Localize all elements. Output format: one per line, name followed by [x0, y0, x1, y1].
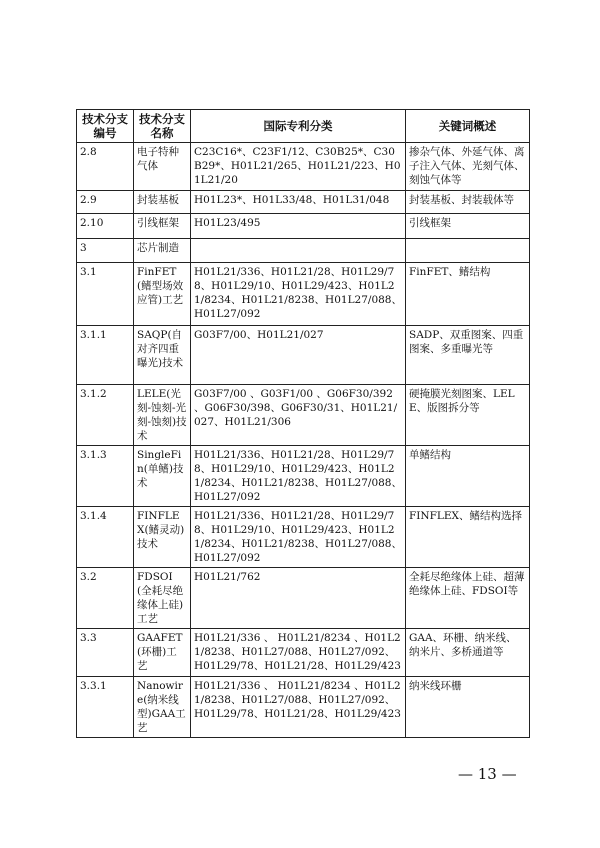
cell-branch-name: FINFLEX(鳍灵动)技术 [134, 507, 191, 568]
table-row [77, 568, 530, 629]
cell-branch-name: Nanowire(纳米线型)GAA工艺 [134, 677, 191, 738]
cell-keywords: SADP、双重图案、四重图案、多重曝光等 [406, 326, 530, 385]
cell-ipc: C23C16*、C23F1/12、C30B25*、C30B29*、H01L21/265、H01L21/223、H01L21/20 [191, 143, 406, 191]
cell-branch-id: 3.1.1 [77, 326, 134, 385]
cell-branch-name: FinFET(鳍型场效应管)工艺 [134, 263, 191, 326]
cell-branch-name: LELE(光刻-蚀刻-光刻-蚀刻)技术 [134, 385, 191, 446]
cell-branch-id: 3.1 [77, 263, 134, 326]
table-row [77, 214, 530, 239]
table-header-row [77, 110, 530, 143]
cell-keywords: GAA、环栅、纳米线、纳米片、多桥通道等 [406, 629, 530, 677]
cell-ipc: H01L21/336 、 H01L21/8234 、H01L21/8238、H01L27/088、H01L27/092、H01L29/78、H01L21/28、H01L29/423 [191, 629, 406, 677]
cell-keywords: 单鳍结构 [406, 446, 530, 507]
cell-keywords: 掺杂气体、外延气体、离子注入气体、光刻气体、刻蚀气体等 [406, 143, 530, 191]
table-row [77, 239, 530, 263]
cell-branch-name: 电子特种气体 [134, 143, 191, 191]
table-row [77, 446, 530, 507]
cell-branch-id: 2.8 [77, 143, 134, 191]
patent-classification-table [76, 109, 530, 738]
cell-branch-name: 芯片制造 [134, 239, 191, 263]
cell-keywords: FINFLEX、鳍结构选择 [406, 507, 530, 568]
cell-branch-name: SAQP(自对齐四重曝光)技术 [134, 326, 191, 385]
cell-ipc: H01L21/336、H01L21/28、H01L29/78、H01L29/10、H01L29/423、H01L21/8234、H01L21/8238、H01L27/088、H01L27/092 [191, 507, 406, 568]
cell-branch-id: 3.1.3 [77, 446, 134, 507]
cell-branch-name: GAAFET(环栅)工艺 [134, 629, 191, 677]
cell-keywords: 引线框架 [406, 214, 530, 239]
cell-ipc: G03F7/00 、G03F1/00 、G06F30/392 、G06F30/398、G06F30/31、H01L21/027、H01L21/306 [191, 385, 406, 446]
page-number: — 13 — [458, 765, 517, 783]
table-row [77, 629, 530, 677]
cell-branch-id: 2.9 [77, 191, 134, 214]
table-row [77, 507, 530, 568]
table-row [77, 263, 530, 326]
header-ipc: 国际专利分类 [191, 110, 406, 143]
cell-branch-name: 封装基板 [134, 191, 191, 214]
cell-branch-id: 3.1.4 [77, 507, 134, 568]
cell-keywords: FinFET、鳍结构 [406, 263, 530, 326]
table-row [77, 143, 530, 191]
cell-branch-id: 3 [77, 239, 134, 263]
cell-ipc: H01L23/495 [191, 214, 406, 239]
cell-ipc: G03F7/00、H01L21/027 [191, 326, 406, 385]
cell-ipc: H01L21/336 、 H01L21/8234 、H01L21/8238、H01L27/088、H01L27/092、H01L29/78、H01L21/28、H01L29/423 [191, 677, 406, 738]
cell-keywords: 全耗尽绝缘体上硅、超薄绝缘体上硅、FDSOI等 [406, 568, 530, 629]
header-branch-name: 技术分支名称 [134, 110, 191, 143]
cell-branch-id: 3.1.2 [77, 385, 134, 446]
cell-ipc: H01L21/336、H01L21/28、H01L29/78、H01L29/10、H01L29/423、H01L21/8234、H01L21/8238、H01L27/088、H01L27/092 [191, 446, 406, 507]
cell-branch-id: 2.10 [77, 214, 134, 239]
cell-branch-id: 3.3 [77, 629, 134, 677]
header-keywords: 关键词概述 [406, 110, 530, 143]
cell-keywords: 纳米线环栅 [406, 677, 530, 738]
cell-branch-name: FDSOI(全耗尽绝缘体上硅)工艺 [134, 568, 191, 629]
cell-branch-name: 引线框架 [134, 214, 191, 239]
cell-ipc: H01L21/762 [191, 568, 406, 629]
cell-ipc [191, 239, 406, 263]
cell-keywords: 硬掩膜光刻图案、LELE、版图拆分等 [406, 385, 530, 446]
cell-ipc: H01L23*、H01L33/48、H01L31/048 [191, 191, 406, 214]
cell-ipc: H01L21/336、H01L21/28、H01L29/78、H01L29/10、H01L29/423、H01L21/8234、H01L21/8238、H01L27/088、H01L27/092 [191, 263, 406, 326]
cell-keywords: 封装基板、封装载体等 [406, 191, 530, 214]
header-branch-id: 技术分支编号 [77, 110, 134, 143]
table-row [77, 191, 530, 214]
cell-branch-id: 3.3.1 [77, 677, 134, 738]
cell-keywords [406, 239, 530, 263]
table-row [77, 385, 530, 446]
table-row [77, 326, 530, 385]
table-row [77, 677, 530, 738]
cell-branch-id: 3.2 [77, 568, 134, 629]
cell-branch-name: SingleFin(单鳍)技术 [134, 446, 191, 507]
